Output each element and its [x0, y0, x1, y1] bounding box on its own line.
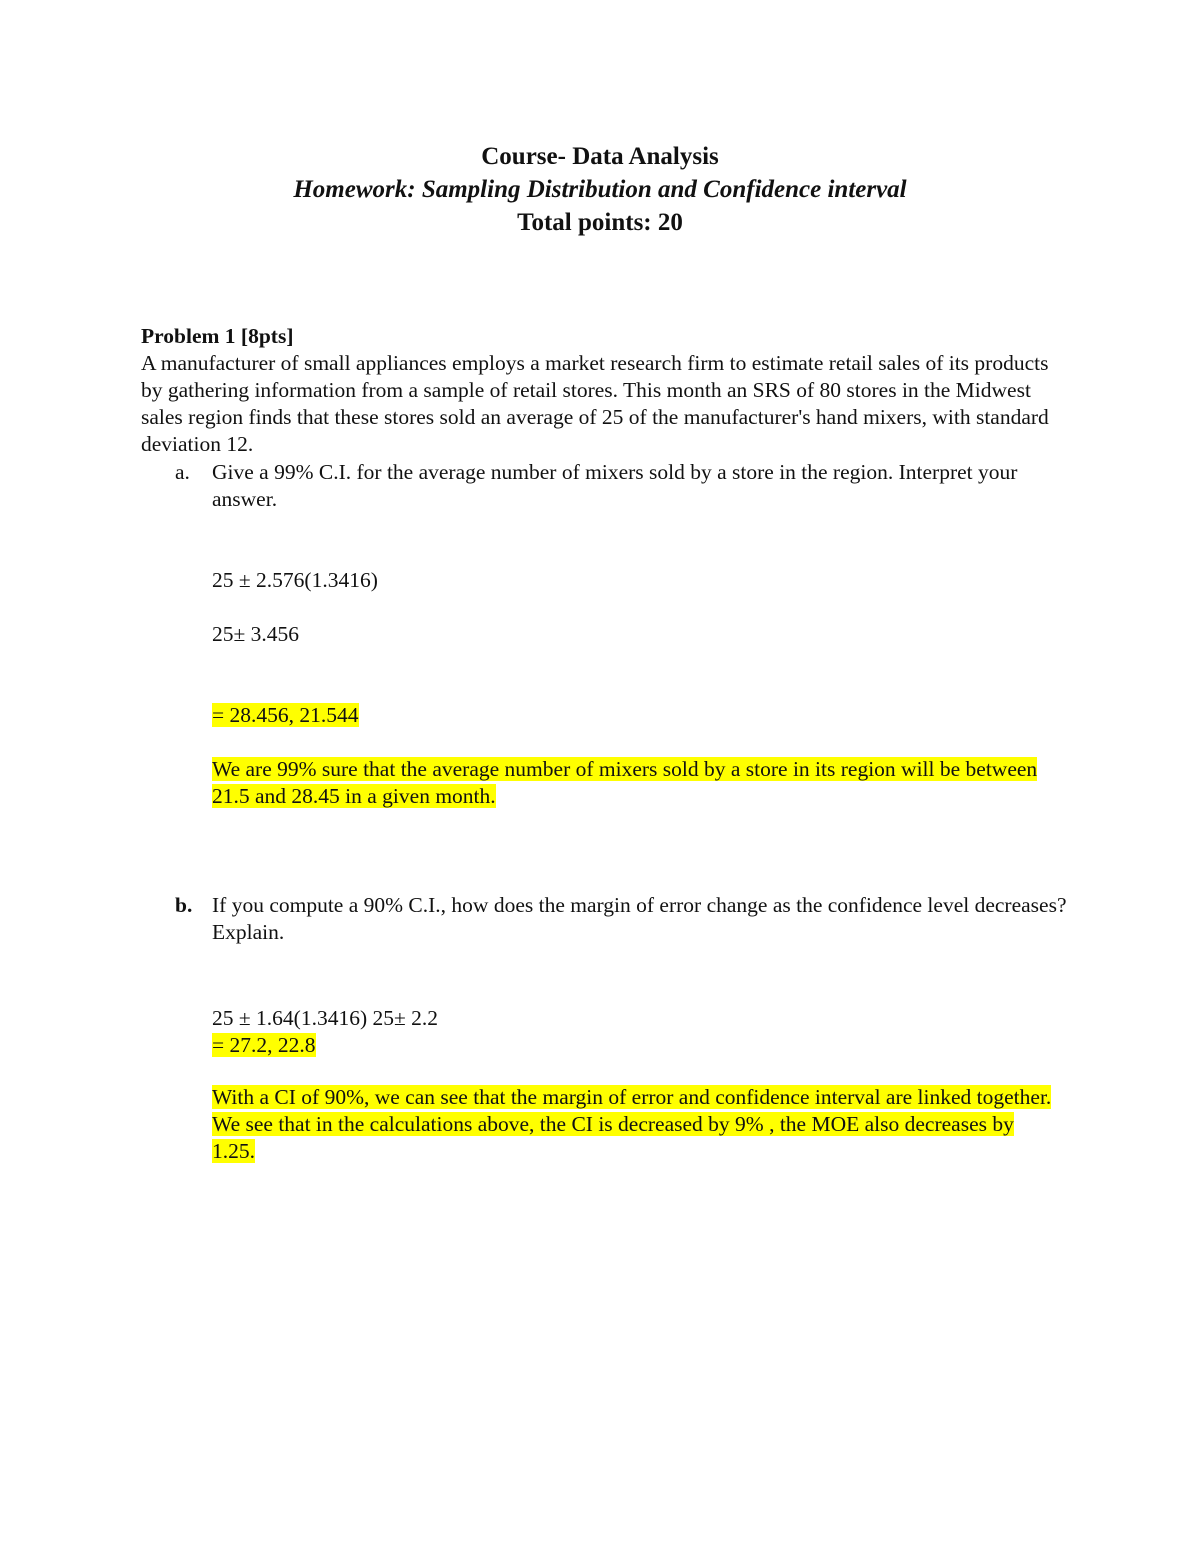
- part-b-calc-1: 25 ± 1.64(1.3416) 25± 2.2: [212, 1006, 439, 1030]
- part-a-question-text: Give a 99% C.I. for the average number of mixers sold by a store in the region. Interpret your answer.: [212, 460, 1018, 511]
- document-header: [0, 140, 1200, 239]
- problem-1-title: Problem 1 [8pts]: [141, 324, 294, 348]
- part-b-explanation: [212, 1084, 1062, 1165]
- part-a-marker: a.: [175, 460, 190, 484]
- part-a-interpretation: [212, 756, 1062, 810]
- part-b-question-text: If you compute a 90% C.I., how does the margin of error change as the confidence level decreases? Explain.: [212, 893, 1067, 944]
- course-title: Course- Data Analysis: [481, 143, 719, 170]
- part-a-interpretation-highlight: We are 99% sure that the average number of mixers sold by a store in its region will be between 21.5 and 28.45 in a given month.: [212, 757, 1038, 808]
- part-a-result-highlight: = 28.456, 21.544: [212, 703, 359, 727]
- part-b-marker: b.: [175, 893, 193, 917]
- part-b-explanation-highlight: With a CI of 90%, we can see that the margin of error and confidence interval are linked together. We see that in the calculations above, the CI is decreased by 9% , the MOE also decreases by 1.25.: [212, 1085, 1052, 1163]
- part-a-calc-1: 25 ± 2.576(1.3416): [212, 568, 378, 592]
- part-a-calc-2: 25± 3.456: [212, 622, 300, 646]
- part-b-result: [212, 1032, 316, 1059]
- part-b-result-highlight: = 27.2, 22.8: [212, 1033, 316, 1057]
- problem-1: [141, 323, 1071, 458]
- total-points: Total points: 20: [517, 209, 683, 236]
- part-a-result: [212, 702, 359, 729]
- problem-1-text: A manufacturer of small appliances employs a market research firm to estimate retail sales of its products by gathering information from a sample of retail stores. This month an SRS of 80 stores in the Midwest sales region finds that these stores sold an average of 25 of the manufacturer's hand mixers, with standard deviation 12.: [141, 351, 1049, 456]
- homework-title: Homework: Sampling Distribution and Confidence interval: [293, 176, 907, 203]
